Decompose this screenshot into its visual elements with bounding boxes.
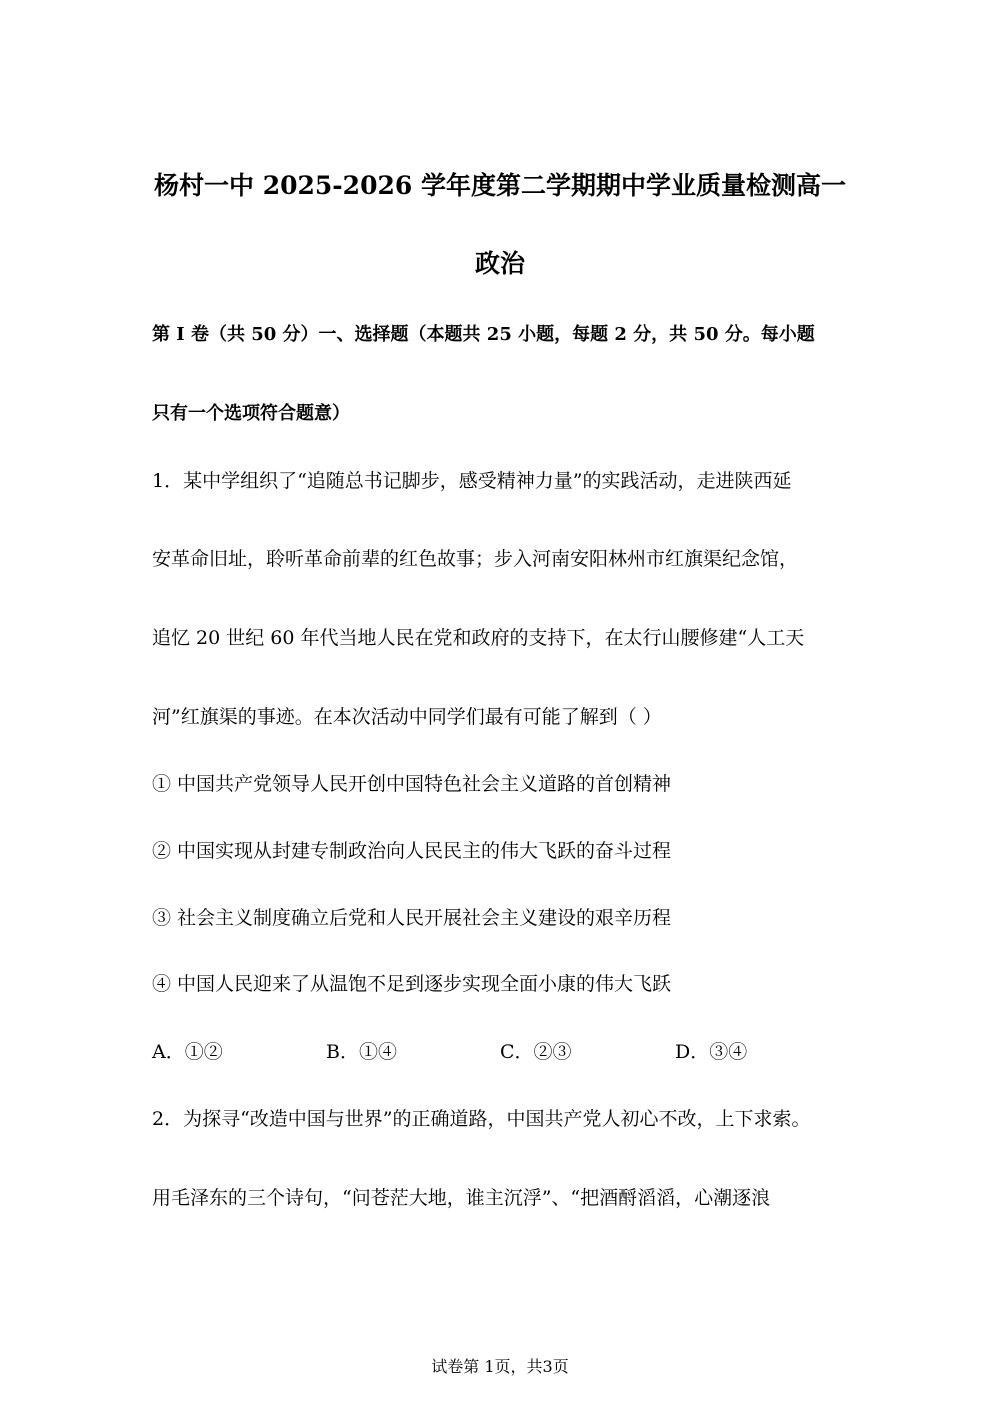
- question-1-option-d: D．③④: [675, 1041, 748, 1063]
- section-heading-line-1: 第 I 卷（共 50 分）一、选择题（本题共 25 小题，每题 2 分，共 50 分。每小题: [152, 324, 815, 345]
- section-heading-line-2: 只有一个选项符合题意）: [152, 403, 350, 424]
- question-1-stem-line: 河”红旗渠的事迹。在本次活动中同学们最有可能了解到（ ）: [152, 706, 662, 728]
- page-footer: 试卷第 1页，共3页: [431, 1357, 569, 1376]
- question-1-stem-line: 1．某中学组织了“追随总书记脚步，感受精神力量”的实践活动，走进陕西延: [152, 470, 792, 492]
- question-1-stem-line: 追忆 20 世纪 60 年代当地人民在党和政府的支持下，在太行山腰修建“人工天: [152, 627, 805, 649]
- question-2-stem-line: 用毛泽东的三个诗句，“问苍茫大地，谁主沉浮”、“把酒酹滔滔，心潮逐浪: [152, 1187, 771, 1209]
- question-1-stem-line: 安革命旧址，聆听革命前辈的红色故事；步入河南安阳林州市红旗渠纪念馆，: [152, 548, 799, 570]
- question-1-item: ② 中国实现从封建专制政治向人民民主的伟大飞跃的奋斗过程: [152, 840, 672, 862]
- question-1-item: ③ 社会主义制度确立后党和人民开展社会主义建设的艰辛历程: [152, 907, 672, 929]
- question-1-option-b: B．①④: [326, 1041, 397, 1063]
- exam-subject: 政治: [474, 249, 525, 278]
- question-1-option-c: C．②③: [500, 1041, 572, 1063]
- question-1-item: ④ 中国人民迎来了从温饱不足到逐步实现全面小康的伟大飞跃: [152, 973, 672, 995]
- question-1-item: ① 中国共产党领导人民开创中国特色社会主义道路的首创精神: [152, 773, 672, 795]
- exam-title: 杨村一中 2025-2026 学年度第二学期期中学业质量检测高一: [154, 171, 846, 200]
- question-1-option-a: A．①②: [152, 1041, 223, 1063]
- question-2-stem-line: 2．为探寻“改造中国与世界”的正确道路，中国共产党人初心不改，上下求索。: [152, 1108, 811, 1130]
